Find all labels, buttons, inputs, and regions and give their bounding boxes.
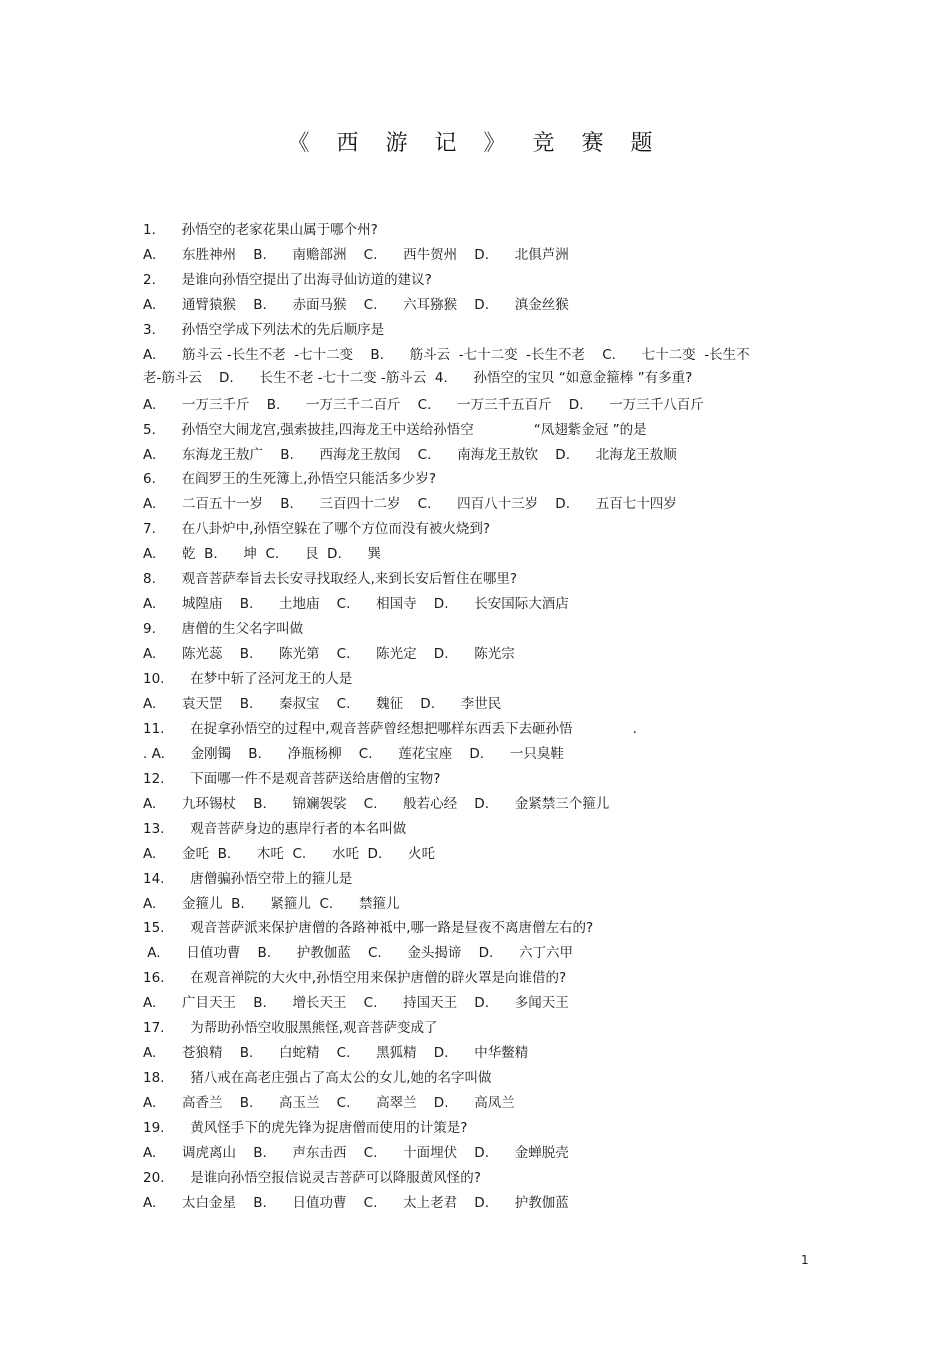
- question-9-text: 9. 唐僧的生父名字叫做: [143, 621, 304, 637]
- question-5-options: A. 东海龙王敖广 B. 西海龙王敖闰 C. 南海龙王敖钦 D. 北海龙王敖顺: [143, 447, 677, 463]
- question-15-text: 15. 观音菩萨派来保护唐僧的各路神祗中,哪一路是昼夜不离唐僧左右的?: [143, 920, 594, 936]
- question-18-options: A. 高香兰 B. 高玉兰 C. 高翠兰 D. 高凤兰: [143, 1095, 515, 1111]
- question-20-text: 20. 是谁向孙悟空报信说灵吉菩萨可以降服黄风怪的?: [143, 1170, 481, 1186]
- question-16-options: A. 广目天王 B. 增长天王 C. 持国天王 D. 多闻天王: [143, 995, 569, 1011]
- question-10-text: 10. 在梦中斩了泾河龙王的人是: [143, 671, 353, 687]
- question-3-text: 3. 孙悟空学成下列法术的先后顺序是: [143, 322, 385, 338]
- question-14-options: A. 金箍儿 B. 紧箍儿 C. 禁箍儿: [143, 896, 400, 912]
- question-13-options: A. 金吒 B. 木吒 C. 水吒 D. 火吒: [143, 846, 435, 862]
- question-18-text: 18. 猪八戒在高老庄强占了高太公的女儿,她的名字叫做: [143, 1070, 492, 1086]
- question-3-options: A. 筋斗云 -长生不老 -七十二变 B. 筋斗云 -七十二变 -长生不老 C. 七十二变 -长生不: [143, 347, 750, 363]
- question-6-options: A. 二百五十一岁 B. 三百四十二岁 C. 四百八十三岁 D. 五百七十四岁: [143, 496, 677, 512]
- question-2-options: A. 通臂猿猴 B. 赤面马猴 C. 六耳猕猴 D. 滇金丝猴: [143, 297, 569, 313]
- question-10-options: A. 袁天罡 B. 秦叔宝 C. 魏征 D. 李世民: [143, 696, 502, 712]
- question-19-options: A. 调虎离山 B. 声东击西 C. 十面埋伏 D. 金蝉脱壳: [143, 1145, 569, 1161]
- question-17-text: 17. 为帮助孙悟空收服黑熊怪,观音菩萨变成了: [143, 1020, 438, 1036]
- question-17-options: A. 苍狼精 B. 白蛇精 C. 黑狐精 D. 中华鳖精: [143, 1045, 529, 1061]
- question-7-text: 7. 在八卦炉中,孙悟空躲在了哪个方位而没有被火烧到?: [143, 521, 491, 537]
- question-8-text: 8. 观音菩萨奉旨去长安寻找取经人,来到长安后暂住在哪里?: [143, 571, 518, 587]
- question-7-options: A. 乾 B. 坤 C. 艮 D. 巽: [143, 546, 381, 562]
- question-9-options: A. 陈光蕊 B. 陈光第 C. 陈光定 D. 陈光宗: [143, 646, 515, 662]
- question-13-text: 13. 观音菩萨身边的惠岸行者的本名叫做: [143, 821, 407, 837]
- question-19-text: 19. 黄风怪手下的虎先锋为捉唐僧而使用的计策是?: [143, 1120, 468, 1136]
- page-number: 1: [801, 1253, 809, 1267]
- question-6-text: 6. 在阎罗王的生死簿上,孙悟空只能活多少岁?: [143, 471, 437, 487]
- question-3-options-cont: 老-筋斗云 D. 长生不老 -七十二变 -筋斗云 4. 孙悟空的宝贝 “如意金箍棒 ”有多重?: [143, 370, 693, 386]
- question-20-options: A. 太白金星 B. 日值功曹 C. 太上老君 D. 护教伽蓝: [143, 1195, 569, 1211]
- question-12-text: 12. 下面哪一件不是观音菩萨送给唐僧的宝物?: [143, 771, 441, 787]
- question-8-options: A. 城隍庙 B. 土地庙 C. 相国寺 D. 长安国际大酒店: [143, 596, 569, 612]
- question-1-text: 1. 孙悟空的老家花果山属于哪个州?: [143, 222, 378, 238]
- question-16-text: 16. 在观音禅院的大火中,孙悟空用来保护唐僧的辟火罩是向谁借的?: [143, 970, 567, 986]
- question-15-options: A. 日值功曹 B. 护教伽蓝 C. 金头揭谛 D. 六丁六甲: [143, 945, 574, 961]
- question-1-options: A. 东胜神州 B. 南赡部洲 C. 西牛贺州 D. 北俱芦洲: [143, 247, 569, 263]
- question-12-options: A. 九环锡杖 B. 锦斓袈裟 C. 般若心经 D. 金紧禁三个箍儿: [143, 796, 610, 812]
- question-14-text: 14. 唐僧骗孙悟空带上的箍儿是: [143, 871, 353, 887]
- question-2-text: 2. 是谁向孙悟空提出了出海寻仙访道的建议?: [143, 272, 432, 288]
- question-4-options: A. 一万三千斤 B. 一万三千二百斤 C. 一万三千五百斤 D. 一万三千八百斤: [143, 397, 704, 413]
- question-11-text: 11. 在捉拿孙悟空的过程中,观音菩萨曾经想把哪样东西丢下去砸孙悟 .: [143, 721, 637, 737]
- page-title: 《 西 游 记 》 竞 赛 题: [287, 131, 663, 156]
- question-11-options: . A. 金刚镯 B. 净瓶杨柳 C. 莲花宝座 D. 一只臭鞋: [143, 746, 564, 762]
- question-5-text: 5. 孙悟空大闹龙宫,强索披挂,四海龙王中送给孙悟空 “凤翅紫金冠 ”的是: [143, 422, 647, 438]
